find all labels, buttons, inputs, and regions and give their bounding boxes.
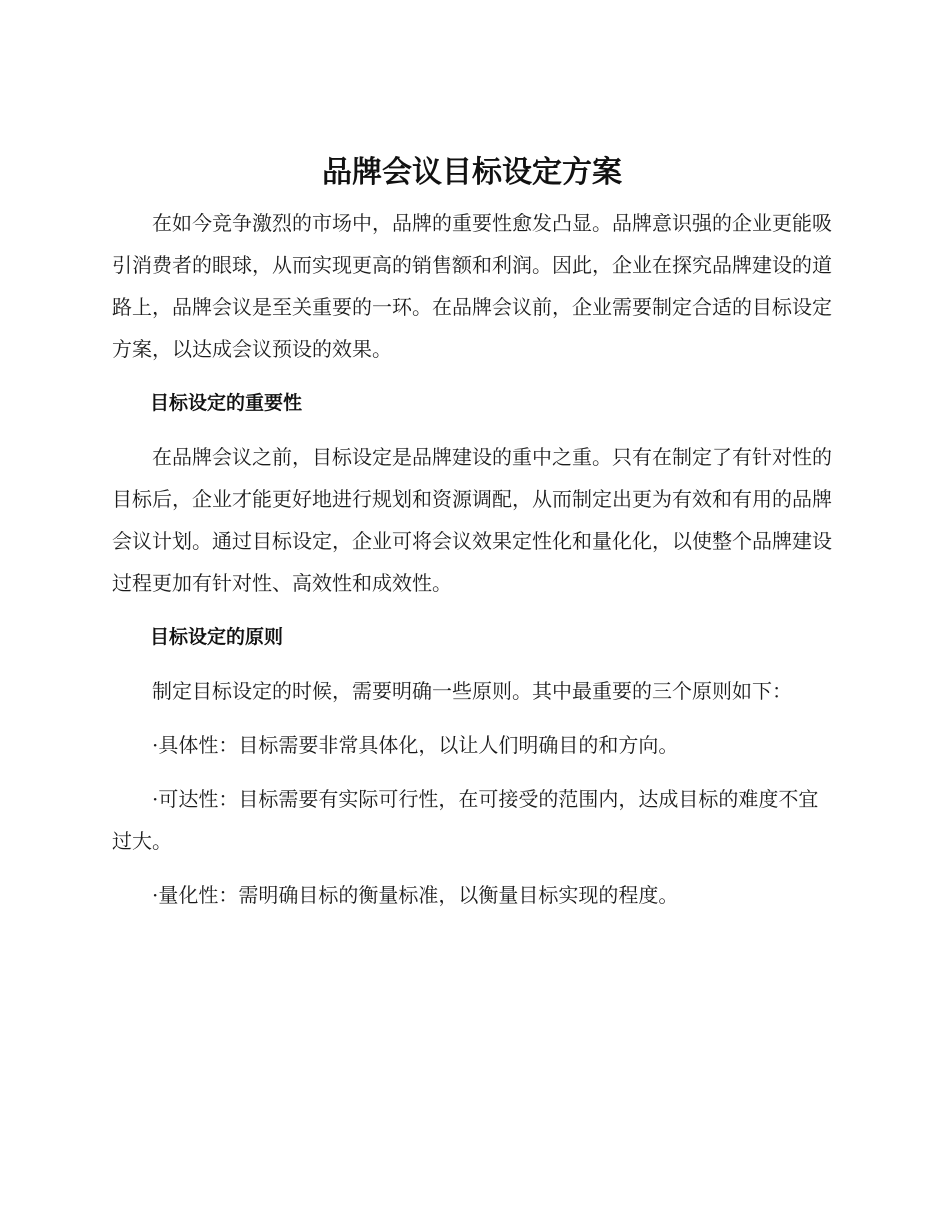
- bullet-item-achievable: [112, 778, 832, 862]
- section-heading-importance: 目标设定的重要性: [150, 392, 303, 414]
- section-heading-principles: 目标设定的原则: [150, 626, 284, 648]
- section-paragraph-importance: 在品牌会议之前，目标设定是品牌建设的重中之重。只有在制定了有针对性的目标后，企业才能更好地进行规划和资源调配，从而制定出更为有效和有用的品牌会议计划。通过目标设定，企业可将会议效果定性化和量化化，以使整个品牌建设过程更加有针对性、高效性和成效性。: [112, 445, 832, 595]
- bullet-marker: ·: [152, 787, 159, 811]
- bullet-item-measurable: [112, 874, 832, 916]
- document-title: 品牌会议目标设定方案: [322, 155, 622, 190]
- section-paragraph-principles: 制定目标设定的时候，需要明确一些原则。其中最重要的三个原则如下：: [152, 679, 792, 703]
- bullet-marker: ·: [152, 733, 159, 757]
- bullet-marker: ·: [152, 883, 159, 907]
- bullet-text-specific: 具体性：目标需要非常具体化，以让人们明确目的和方向。: [158, 733, 679, 757]
- document-body: [112, 150, 832, 916]
- bullet-item-specific: [112, 724, 832, 766]
- intro-paragraph: 在如今竞争激烈的市场中，品牌的重要性愈发凸显。品牌意识强的企业更能吸引消费者的眼球，从而实现更高的销售额和利润。因此，企业在探究品牌建设的道路上，品牌会议是至关重要的一环。在品牌会议前，企业需要制定合适的目标设定方案，以达成会议预设的效果。: [112, 211, 832, 361]
- bullet-text-measurable: 量化性：需明确目标的衡量标准，以衡量目标实现的程度。: [158, 883, 679, 907]
- bullet-text-achievable: 可达性：目标需要有实际可行性，在可接受的范围内，达成目标的难度不宜过大。: [112, 787, 819, 853]
